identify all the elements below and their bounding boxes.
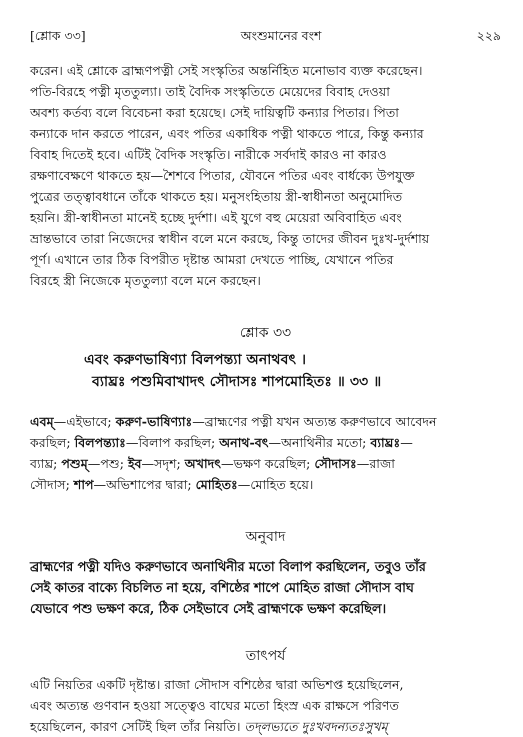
synonyms-line: [30, 432, 501, 453]
header-chapter-title: অংশুমানের বংশ: [240, 28, 322, 43]
header-page-number: ২২৯: [476, 28, 501, 43]
synonym-meaning: —রাজা: [356, 456, 395, 471]
synonym-term: করুণ-ভাষিণ্যাঃ: [115, 414, 193, 429]
synonyms-line: [30, 474, 501, 495]
synonym-meaning: —সদৃশ;: [141, 456, 185, 471]
synonym-meaning: সৌদাস;: [30, 477, 74, 492]
text-line: ভ্রান্তভাবে তারা নিজেদের স্বাধীন বলে মনে করছে, কিন্তু তাদের জীবন দুঃখ-দুর্দশায়: [30, 231, 430, 246]
synonym-meaning: —বিলাপ করছিল;: [125, 435, 220, 450]
synonym-meaning: করছিল;: [30, 435, 75, 450]
synonym-term: সৌদাসঃ: [314, 456, 357, 471]
purport-quote: তদ্লভ্যতে দুঃখবদন্যতঃসুখম্: [244, 719, 388, 734]
text-line: বিবাহ দিতেই হবে। এটিই বৈদিক সংস্কৃতি। নারীকে সর্বদাই কারও না কারও: [30, 147, 387, 162]
synonym-meaning: —এইভাবে;: [53, 414, 116, 429]
text-line: কন্যাকে দান করতে পারেন, এবং পতির একাধিক পত্নী থাকতে পারে, কিন্তু কন্যার: [30, 126, 424, 141]
text-line: পুত্রের তত্ত্বাবধানে তাঁকে থাকতে হয়। মনুসংহিতায় স্ত্রী-স্বাধীনতা অনুমোদিত: [30, 189, 403, 204]
text-line: যেভাবে পশু ভক্ষণ করে, ঠিক সেইভাবে সেই ব্রাহ্মণকে ভক্ষণ করেছিল।: [30, 602, 387, 617]
text-line: অবশ্য কর্তব্য বলে বিবেচনা করা হয়েছে। সেই দায়িত্বটি কন্যার পিতার। পিতা: [30, 105, 399, 120]
synonym-term: মোহিতঃ: [195, 477, 238, 492]
text-line: বিরহে স্ত্রী নিজেকে মৃততুল্যা বলে মনে করছেন।: [30, 273, 261, 288]
synonym-meaning: —: [400, 435, 413, 450]
text-line: এবং অত্যন্ত গুণবান হওয়া সত্ত্বেও বাঘের মতো হিংস্র এক রাক্ষসে পরিণত: [30, 698, 399, 713]
text-line: পূর্ণ। এখানে তার ঠিক বিপরীত দৃষ্টান্ত আমরা দেখতে পাচ্ছি, যেখানে পতির: [30, 252, 394, 267]
synonym-meaning: —ভক্ষণ করেছিল;: [220, 456, 315, 471]
synonym-term: ইব: [127, 456, 142, 471]
synonyms: [30, 411, 501, 495]
synonym-term: পশুম্: [61, 456, 88, 471]
purport-plain-text: হয়েছিলেন, কারণ সেটিই ছিল তাঁর নিয়তি।: [30, 719, 245, 734]
text-line: [30, 716, 501, 737]
synonym-term: বিলপন্ত্যাঃ: [74, 435, 126, 450]
verse-line-1: এবং করুণভাষিণ্যা বিলপন্ত্যা অনাথবৎ ।: [84, 352, 307, 368]
text-line: পতি-বিরহে পত্নী মৃততুল্যা। তাই বৈদিক সংস্কৃতিতে মেয়েদের বিবাহ দেওয়া: [30, 84, 390, 99]
text-line: হয়নি। স্ত্রী-স্বাধীনতা মানেই হচ্ছে দুর্দশা। এই যুগে বহু মেয়েরা অবিবাহিত এবং: [30, 210, 402, 225]
synonym-meaning: —অভিশাপের দ্বারা;: [93, 477, 196, 492]
text-line: রক্ষণাবেক্ষণে থাকতে হয়—শৈশবে পিতার, যৌবনে পতির এবং বার্ধক্যে উপযুক্ত: [30, 168, 415, 183]
intro-paragraph: [30, 60, 501, 291]
synonyms-line: [30, 411, 501, 432]
synonym-meaning: —ব্রাহ্মণের পত্নী যখন অত্যন্ত করুণভাবে আবেদন: [192, 414, 437, 429]
running-header: [30, 28, 501, 48]
text-line: এটি নিয়তির একটি দৃষ্টান্ত। রাজা সৌদাস বশিষ্ঠের দ্বারা অভিশপ্ত হয়েছিলেন,: [30, 677, 404, 692]
text-line: করেন। এই শ্লোকে ব্রাহ্মণপত্নী সেই সংস্কৃতির অন্তর্নিহিত মনোভাব ব্যক্ত করেছেন।: [30, 63, 423, 78]
synonym-meaning: —মোহিত হয়ে।: [237, 477, 314, 492]
purport-heading: তাৎপর্য: [245, 648, 286, 664]
synonym-term: শাপ: [73, 477, 94, 492]
synonym-term: অখাদৎ: [184, 456, 221, 471]
synonym-term: এবম্: [30, 414, 54, 429]
synonym-term: অনাথ-বৎ: [219, 435, 269, 450]
header-verse-ref: [শ্লোক ৩৩]: [30, 28, 86, 43]
text-line: ব্রাহ্মণের পত্নী যদিও করুণভাবে অনাথিনীর মতো বিলাপ করছিলেন, তবুও তাঁর: [30, 560, 426, 575]
synonym-term: ব্যাঘ্রঃ: [370, 435, 401, 450]
synonym-meaning: —পশু;: [87, 456, 128, 471]
translation-heading: অনুবাদ: [245, 529, 286, 545]
text-line: সেই কাতর বাক্যে বিচলিত না হয়ে, বশিষ্ঠের শাপে মোহিত রাজা সৌদাস বাঘ: [30, 581, 414, 596]
verse-heading: শ্লোক ৩৩: [239, 325, 292, 341]
synonym-meaning: ব্যাঘ্র;: [30, 456, 62, 471]
verse-line-2: ব্যাঘ্রঃ পশুমিবাখাদৎ সৌদাসঃ শাপমোহিতঃ ॥ ৩৩ ॥: [92, 374, 382, 390]
synonym-meaning: —অনাথিনীর মতো;: [268, 435, 371, 450]
purport-text: [30, 674, 501, 737]
synonyms-line: [30, 453, 501, 474]
translation-text: [30, 557, 501, 620]
